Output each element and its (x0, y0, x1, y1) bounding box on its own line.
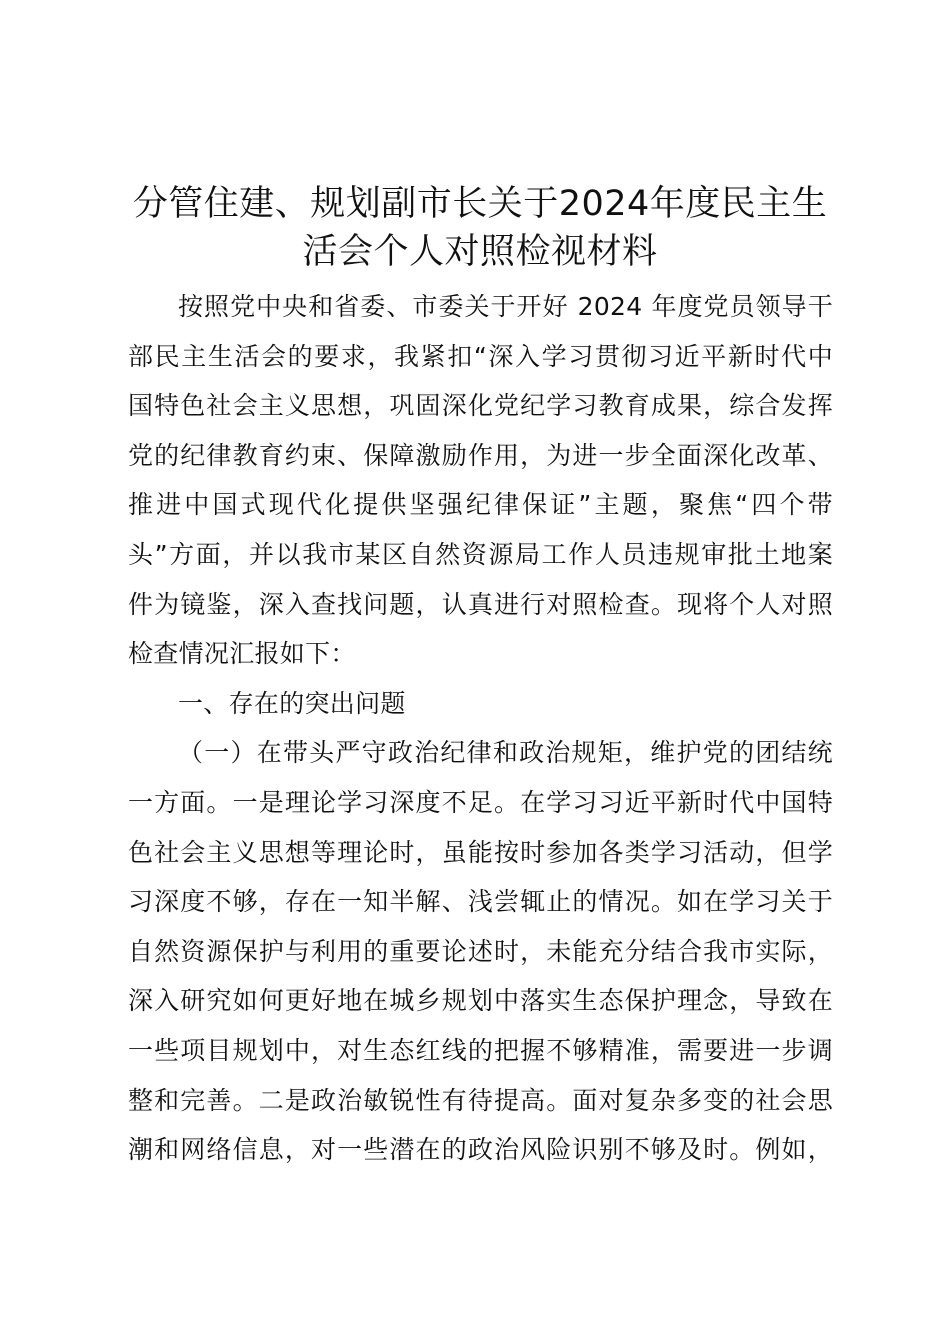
body-line: 整和完善。二是政治敏锐性有待提高。面对复杂多变的社会思 (128, 1085, 833, 1115)
body-line: 深入研究如何更好地在城乡规划中落实生态保护理念，导致在 (128, 986, 833, 1016)
body-line: 一些项目规划中，对生态红线的把握不够精准，需要进一步调 (128, 1035, 833, 1065)
body-line: 按照党中央和省委、市委关于开好 2024 年度党员领导干 (178, 292, 833, 321)
body-line: 检查情况汇报如下： (128, 639, 356, 669)
body-line: 部民主生活会的要求，我紧扣“深入学习贯彻习近平新时代中 (128, 341, 833, 371)
title-line-1: 分管住建、规划副市长关于2024年度民主生 (132, 184, 828, 224)
body-line: 潮和网络信息，对一些潜在的政治风险识别不够及时。例如， (128, 1135, 833, 1165)
document-body (128, 282, 833, 1175)
body-line: 一方面。一是理论学习深度不足。在学习习近平新时代中国特 (128, 787, 833, 817)
body-line: 件为镜鉴，深入查找问题，认真进行对照检查。现将个人对照 (128, 589, 833, 619)
body-line: 色社会主义思想等理论时，虽能按时参加各类学习活动，但学 (128, 837, 833, 867)
body-line: 推进中国式现代化提供坚强纪律保证”主题，聚焦“四个带 (128, 490, 833, 520)
body-line: 习深度不够，存在一知半解、浅尝辄止的情况。如在学习关于 (128, 887, 833, 917)
body-line: 国特色社会主义思想，巩固深化党纪学习教育成果，综合发挥 (128, 391, 833, 421)
body-line: 自然资源保护与利用的重要论述时，未能充分结合我市实际， (128, 936, 833, 966)
body-line: 头”方面，并以我市某区自然资源局工作人员违规审批土地案 (128, 539, 833, 569)
title-line-2: 活会个人对照检视材料 (302, 232, 658, 272)
body-line: 党的纪律教育约束、保障激励作用，为进一步全面深化改革、 (128, 440, 833, 470)
document-title (110, 180, 850, 276)
section-heading: 一、存在的突出问题 (178, 688, 406, 718)
body-line: （一）在带头严守政治纪律和政治规矩，维护党的团结统 (178, 738, 833, 768)
